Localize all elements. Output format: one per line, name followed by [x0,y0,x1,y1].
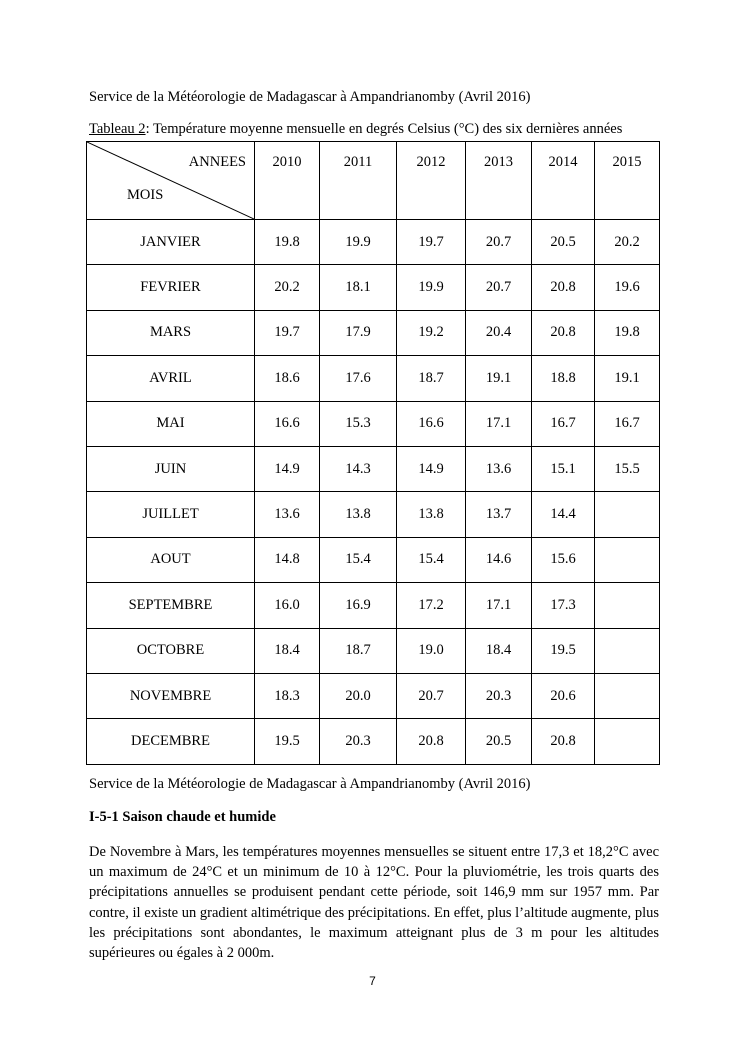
month-cell: JUILLET [87,492,255,537]
month-cell: AVRIL [87,356,255,401]
table-caption [89,121,622,138]
value-cell: 20.5 [532,220,595,265]
value-cell: 14.4 [532,492,595,537]
value-cell: 19.5 [532,628,595,673]
source-note-bottom: Service de la Météorologie de Madagascar à Ampandrianomby (Avril 2016) [89,776,531,792]
value-cell: 13.8 [397,492,466,537]
value-cell: 19.9 [320,220,397,265]
table-row [87,356,660,401]
year-header: 2014 [532,142,595,220]
corner-label-months: MOIS [127,187,164,203]
value-cell: 20.6 [532,673,595,718]
month-cell: FEVRIER [87,265,255,310]
table-row [87,401,660,446]
value-cell: 19.1 [466,356,532,401]
value-cell [595,583,660,628]
value-cell: 20.4 [466,310,532,355]
value-cell: 20.2 [595,220,660,265]
value-cell: 13.8 [320,492,397,537]
month-cell: SEPTEMBRE [87,583,255,628]
value-cell: 17.3 [532,583,595,628]
year-header: 2013 [466,142,532,220]
value-cell: 19.7 [255,310,320,355]
table-row [87,265,660,310]
month-cell: MAI [87,401,255,446]
value-cell: 16.6 [255,401,320,446]
value-cell: 19.0 [397,628,466,673]
month-cell: MARS [87,310,255,355]
table-row [87,628,660,673]
year-header: 2015 [595,142,660,220]
table-row [87,673,660,718]
value-cell: 19.5 [255,719,320,764]
month-cell: AOUT [87,537,255,582]
year-header: 2012 [397,142,466,220]
value-cell: 14.6 [466,537,532,582]
value-cell: 20.7 [466,220,532,265]
table-row [87,719,660,764]
value-cell: 16.7 [595,401,660,446]
value-cell: 20.8 [532,310,595,355]
value-cell: 19.9 [397,265,466,310]
page-number: 7 [369,974,376,988]
value-cell: 20.0 [320,673,397,718]
value-cell: 18.1 [320,265,397,310]
month-cell: NOVEMBRE [87,673,255,718]
value-cell: 18.4 [255,628,320,673]
value-cell: 20.8 [532,719,595,764]
table-row [87,583,660,628]
value-cell: 20.7 [397,673,466,718]
section-heading: I-5-1 Saison chaude et humide [89,809,276,825]
value-cell [595,628,660,673]
value-cell: 20.8 [532,265,595,310]
value-cell [595,673,660,718]
value-cell: 15.3 [320,401,397,446]
corner-label-years: ANNEES [188,154,246,170]
value-cell: 15.6 [532,537,595,582]
value-cell [595,492,660,537]
value-cell: 15.4 [320,537,397,582]
value-cell: 16.6 [397,401,466,446]
value-cell: 20.3 [466,673,532,718]
value-cell: 20.7 [466,265,532,310]
value-cell: 17.2 [397,583,466,628]
value-cell: 19.7 [397,220,466,265]
table-row [87,310,660,355]
table-caption-label: Tableau 2 [89,121,146,137]
value-cell: 18.8 [532,356,595,401]
value-cell: 15.4 [397,537,466,582]
value-cell: 16.0 [255,583,320,628]
value-cell: 17.1 [466,583,532,628]
value-cell: 19.1 [595,356,660,401]
value-cell: 19.6 [595,265,660,310]
value-cell [595,719,660,764]
table-caption-text: : Température moyenne mensuelle en degrés Celsius (°C) des six dernières années [145,121,623,137]
value-cell: 19.8 [595,310,660,355]
value-cell: 15.5 [595,446,660,491]
value-cell: 20.5 [466,719,532,764]
year-header: 2010 [255,142,320,220]
value-cell: 17.6 [320,356,397,401]
value-cell [595,537,660,582]
value-cell: 19.8 [255,220,320,265]
value-cell: 15.1 [532,446,595,491]
value-cell: 13.7 [466,492,532,537]
value-cell: 14.8 [255,537,320,582]
value-cell: 13.6 [466,446,532,491]
table-corner-cell [87,142,255,220]
value-cell: 20.8 [397,719,466,764]
value-cell: 17.9 [320,310,397,355]
value-cell: 19.2 [397,310,466,355]
value-cell: 20.2 [255,265,320,310]
month-cell: OCTOBRE [87,628,255,673]
table-row [87,220,660,265]
value-cell: 20.3 [320,719,397,764]
value-cell: 18.3 [255,673,320,718]
value-cell: 13.6 [255,492,320,537]
month-cell: JANVIER [87,220,255,265]
value-cell: 18.6 [255,356,320,401]
value-cell: 14.9 [397,446,466,491]
table-header-row [87,142,660,220]
table-row [87,537,660,582]
value-cell: 18.7 [397,356,466,401]
value-cell: 16.7 [532,401,595,446]
year-header: 2011 [320,142,397,220]
value-cell: 18.4 [466,628,532,673]
value-cell: 16.9 [320,583,397,628]
value-cell: 18.7 [320,628,397,673]
source-note-top: Service de la Météorologie de Madagascar à Ampandrianomby (Avril 2016) [89,89,531,105]
body-paragraph: De Novembre à Mars, les températures moyennes mensuelles se situent entre 17,3 et 18,2°C avec un maximum de 24°C et un minimum de 10 à 12°C. Pour la pluviométrie, les trois quarts des précipitations annuelles se produisent pendant cette période, soit 146,9 mm sur 1957 mm. Par contre, il existe un gradient altimétrique des précipitations. En effet, plus l’altitude augmente, plus les précipitations sont abondantes, le maximum atteignant plus de 3 m pour les altitudes supérieures ou égales à 2 000m. [89,844,659,962]
temperature-table [86,141,660,765]
value-cell: 14.3 [320,446,397,491]
value-cell: 14.9 [255,446,320,491]
table-row [87,446,660,491]
month-cell: DECEMBRE [87,719,255,764]
table-row [87,492,660,537]
month-cell: JUIN [87,446,255,491]
value-cell: 17.1 [466,401,532,446]
